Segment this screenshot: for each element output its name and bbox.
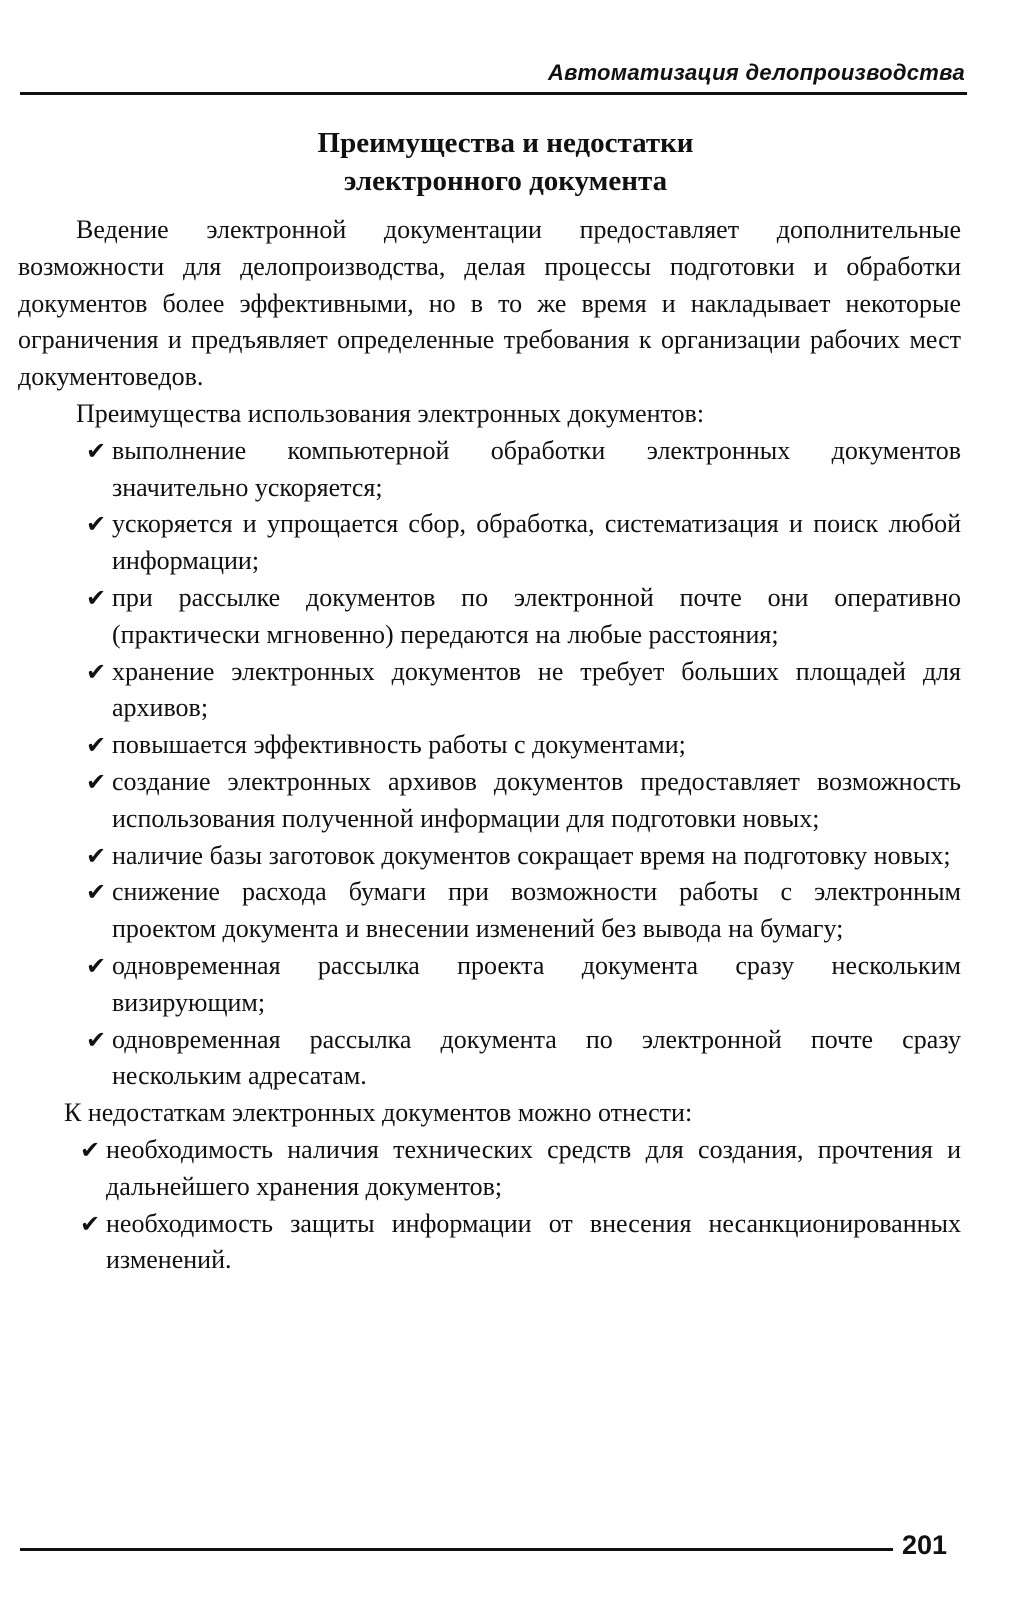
check-icon: ✔ — [86, 878, 107, 907]
intro-paragraph: Ведение электронной документации предоставляет дополнительные возможности для делопроизводства, делая процессы подготовки и обработки документов более эффективными, но в то же время и накладывает некоторые ограничения и предъявляет определенные требования к организации рабочих мест документоведов. — [18, 215, 961, 392]
body-text — [18, 212, 961, 1279]
check-icon: ✔ — [86, 841, 107, 870]
list-item — [80, 1132, 961, 1206]
list-item-text: хранение электронных документов не требует больших площадей для архивов; — [112, 656, 961, 723]
list-item — [86, 838, 961, 875]
check-icon: ✔ — [86, 731, 107, 760]
page-number: 201 — [901, 1530, 947, 1560]
list-item — [86, 580, 961, 654]
list-item — [80, 1206, 961, 1280]
check-icon: ✔ — [86, 1025, 107, 1054]
section-title-line-2: электронного документа — [343, 165, 668, 197]
check-icon: ✔ — [80, 1209, 101, 1238]
list-item-text: создание электронных архивов документов предоставляет возможность использования полученной информации для подготовки новых; — [112, 766, 961, 833]
list-item — [86, 1022, 961, 1096]
running-head: Автоматизация делопроизводства — [547, 60, 965, 85]
list-item — [86, 654, 961, 728]
list-item-text: необходимость наличия технических средств для создания, прочтения и дальнейшего хранения документов; — [106, 1134, 961, 1201]
footer-rule — [20, 1548, 893, 1551]
check-icon: ✔ — [86, 510, 107, 539]
list-item-text: ускоряется и упрощается сбор, обработка, систематизация и поиск любой информации; — [112, 509, 961, 576]
list-item — [86, 727, 961, 764]
advantages-heading: Преимущества использования электронных документов: — [76, 398, 705, 428]
check-icon: ✔ — [80, 1135, 101, 1164]
list-item-text: при рассылке документов по электронной почте они оперативно (практически мгновенно) передаются на любые расстояния; — [112, 582, 961, 649]
list-item-text: необходимость защиты информации от внесения несанкционированных изменений. — [106, 1208, 961, 1275]
list-item-text: наличие базы заготовок документов сокращает время на подготовку новых; — [112, 840, 951, 870]
disadvantages-heading: К недостаткам электронных документов можно отнести: — [64, 1098, 693, 1128]
list-item-text: выполнение компьютерной обработки электронных документов значительно ускоряется; — [112, 435, 961, 502]
list-item-text: одновременная рассылка проекта документа сразу нескольким визирующим; — [112, 950, 961, 1017]
section-title — [0, 124, 1011, 200]
list-item — [86, 874, 961, 948]
check-icon: ✔ — [86, 951, 107, 980]
check-icon: ✔ — [86, 767, 107, 796]
disadvantages-list — [80, 1132, 961, 1279]
check-icon: ✔ — [86, 436, 107, 465]
list-item — [86, 506, 961, 580]
check-icon: ✔ — [86, 583, 107, 612]
advantages-list — [86, 433, 961, 1095]
header-rule — [20, 92, 967, 95]
list-item — [86, 948, 961, 1022]
list-item-text: повышается эффективность работы с документами; — [112, 730, 686, 760]
section-title-line-1: Преимущества и недостатки — [317, 127, 694, 159]
list-item-text: одновременная рассылка документа по электронной почте сразу нескольким адресатам. — [112, 1024, 961, 1091]
list-item — [86, 433, 961, 507]
list-item — [86, 764, 961, 838]
list-item-text: снижение расхода бумаги при возможности работы с электронным проектом документа и внесении изменений без вывода на бумагу; — [112, 877, 961, 944]
check-icon: ✔ — [86, 657, 107, 686]
